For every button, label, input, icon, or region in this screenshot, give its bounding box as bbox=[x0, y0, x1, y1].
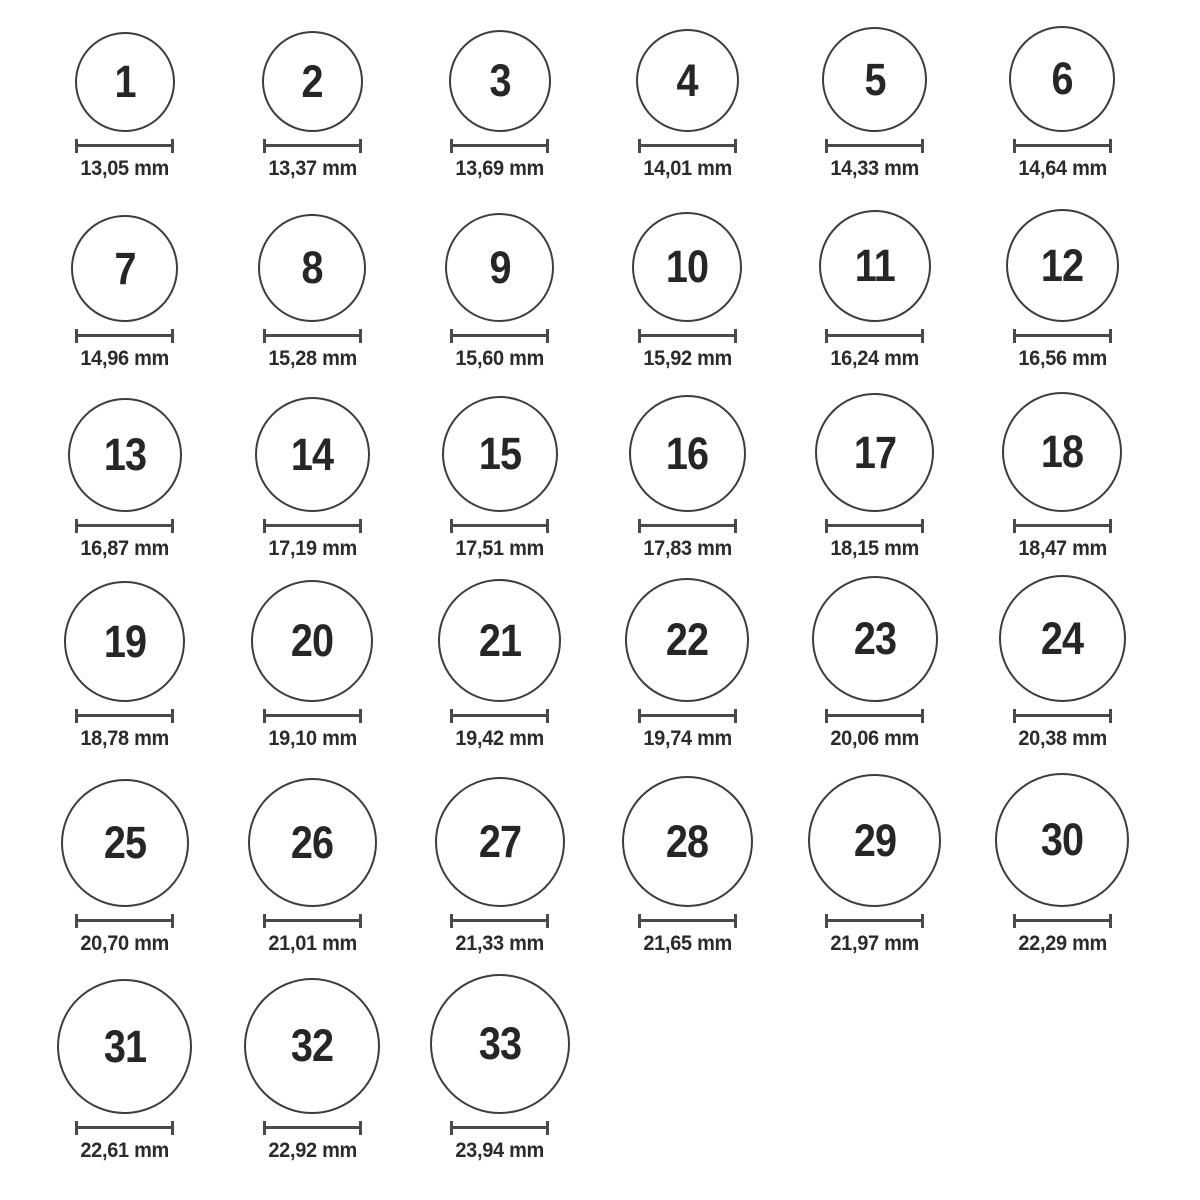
diameter-measure-line bbox=[75, 329, 174, 343]
measure-right-tick-icon bbox=[171, 709, 174, 723]
ring-size-item bbox=[406, 380, 594, 570]
diameter-label: 21,65 mm bbox=[642, 931, 732, 955]
measure-bar-icon bbox=[638, 144, 737, 147]
measure-bar-icon bbox=[263, 524, 362, 527]
ring-circle bbox=[815, 393, 934, 512]
diameter-label: 13,69 mm bbox=[455, 156, 545, 180]
measure-right-tick-icon bbox=[734, 519, 737, 533]
measure-right-tick-icon bbox=[734, 914, 737, 928]
diameter-measure-line bbox=[1013, 329, 1112, 343]
measure-bar-icon bbox=[263, 714, 362, 717]
diameter-label: 16,24 mm bbox=[830, 346, 920, 370]
ring-size-item bbox=[31, 760, 219, 965]
ring-size-item bbox=[406, 190, 594, 380]
ring-size-item bbox=[594, 190, 782, 380]
ring-size-item bbox=[781, 760, 969, 965]
diameter-measure-line bbox=[75, 519, 174, 533]
diameter-measure-line bbox=[75, 709, 174, 723]
ring-size-number: 26 bbox=[291, 816, 334, 868]
measure-bar-icon bbox=[75, 334, 174, 337]
measure-bar-icon bbox=[263, 919, 362, 922]
diameter-measure-line bbox=[825, 519, 924, 533]
diameter-measure-line bbox=[638, 519, 737, 533]
measure-right-tick-icon bbox=[546, 1121, 549, 1135]
measure-bar-icon bbox=[450, 334, 549, 337]
diameter-measure-line bbox=[75, 139, 174, 153]
ring-size-number: 16 bbox=[666, 427, 709, 479]
ring-size-item bbox=[781, 190, 969, 380]
diameter-label: 14,33 mm bbox=[830, 156, 920, 180]
ring-size-number: 2 bbox=[301, 55, 323, 107]
measure-bar-icon bbox=[825, 524, 924, 527]
measure-right-tick-icon bbox=[171, 914, 174, 928]
ring-circle bbox=[449, 30, 551, 132]
measure-right-tick-icon bbox=[921, 519, 924, 533]
ring-size-item bbox=[969, 380, 1157, 570]
diameter-measure-line bbox=[450, 1121, 549, 1135]
diameter-measure-line bbox=[450, 139, 549, 153]
ring-circle bbox=[625, 578, 749, 702]
diameter-measure-line bbox=[638, 139, 737, 153]
measure-right-tick-icon bbox=[546, 709, 549, 723]
ring-circle bbox=[445, 213, 554, 322]
diameter-label: 14,64 mm bbox=[1017, 156, 1107, 180]
diameter-measure-line bbox=[450, 914, 549, 928]
ring-size-number: 17 bbox=[853, 426, 896, 478]
ring-size-grid bbox=[31, 0, 1156, 1200]
ring-size-number: 13 bbox=[103, 429, 146, 481]
ring-circle bbox=[629, 395, 746, 512]
ring-size-number: 18 bbox=[1041, 426, 1084, 478]
ring-size-item bbox=[594, 570, 782, 760]
diameter-label: 15,92 mm bbox=[642, 346, 732, 370]
diameter-measure-line bbox=[263, 914, 362, 928]
ring-circle bbox=[430, 974, 570, 1114]
diameter-measure-line bbox=[450, 329, 549, 343]
diameter-measure-line bbox=[450, 519, 549, 533]
diameter-measure-line bbox=[263, 709, 362, 723]
diameter-label: 19,74 mm bbox=[642, 726, 732, 750]
ring-size-item bbox=[594, 380, 782, 570]
ring-size-item bbox=[219, 0, 407, 190]
measure-right-tick-icon bbox=[359, 329, 362, 343]
measure-bar-icon bbox=[75, 144, 174, 147]
measure-right-tick-icon bbox=[171, 1121, 174, 1135]
ring-size-item bbox=[219, 570, 407, 760]
ring-size-number: 14 bbox=[291, 428, 334, 480]
diameter-label: 13,05 mm bbox=[80, 156, 170, 180]
ring-size-item bbox=[31, 0, 219, 190]
ring-size-item bbox=[219, 190, 407, 380]
diameter-measure-line bbox=[638, 914, 737, 928]
diameter-label: 18,15 mm bbox=[830, 536, 920, 560]
diameter-measure-line bbox=[825, 709, 924, 723]
diameter-measure-line bbox=[263, 1121, 362, 1135]
measure-right-tick-icon bbox=[1109, 914, 1112, 928]
ring-size-number: 11 bbox=[854, 240, 895, 292]
diameter-measure-line bbox=[825, 139, 924, 153]
ring-circle bbox=[61, 779, 189, 907]
diameter-label: 16,56 mm bbox=[1017, 346, 1107, 370]
diameter-label: 17,19 mm bbox=[267, 536, 357, 560]
diameter-label: 13,37 mm bbox=[267, 156, 357, 180]
ring-size-item bbox=[781, 0, 969, 190]
ring-size-number: 27 bbox=[478, 816, 521, 868]
measure-right-tick-icon bbox=[546, 914, 549, 928]
diameter-label: 15,60 mm bbox=[455, 346, 545, 370]
ring-size-number: 8 bbox=[301, 242, 323, 294]
ring-circle bbox=[995, 773, 1129, 907]
measure-right-tick-icon bbox=[171, 139, 174, 153]
ring-size-number: 32 bbox=[291, 1020, 334, 1072]
ring-circle bbox=[442, 396, 558, 512]
measure-bar-icon bbox=[263, 144, 362, 147]
diameter-measure-line bbox=[450, 709, 549, 723]
measure-right-tick-icon bbox=[359, 914, 362, 928]
ring-size-item bbox=[594, 760, 782, 965]
diameter-measure-line bbox=[638, 329, 737, 343]
measure-bar-icon bbox=[638, 524, 737, 527]
measure-bar-icon bbox=[450, 524, 549, 527]
ring-size-item bbox=[969, 570, 1157, 760]
ring-circle bbox=[622, 776, 753, 907]
measure-bar-icon bbox=[1013, 144, 1112, 147]
measure-bar-icon bbox=[1013, 919, 1112, 922]
diameter-label: 19,10 mm bbox=[267, 726, 357, 750]
ring-circle bbox=[438, 579, 561, 702]
ring-size-item bbox=[406, 0, 594, 190]
measure-right-tick-icon bbox=[1109, 709, 1112, 723]
diameter-measure-line bbox=[1013, 914, 1112, 928]
ring-circle bbox=[57, 979, 192, 1114]
ring-size-number: 30 bbox=[1041, 814, 1084, 866]
diameter-measure-line bbox=[263, 329, 362, 343]
measure-bar-icon bbox=[263, 1126, 362, 1129]
measure-right-tick-icon bbox=[1109, 329, 1112, 343]
diameter-measure-line bbox=[75, 1121, 174, 1135]
ring-circle bbox=[255, 397, 370, 512]
diameter-label: 21,01 mm bbox=[267, 931, 357, 955]
ring-size-number: 33 bbox=[478, 1018, 521, 1070]
ring-size-number: 6 bbox=[1051, 53, 1073, 105]
ring-size-item bbox=[219, 965, 407, 1200]
ring-circle bbox=[819, 210, 931, 322]
measure-right-tick-icon bbox=[171, 519, 174, 533]
measure-bar-icon bbox=[825, 334, 924, 337]
measure-bar-icon bbox=[1013, 524, 1112, 527]
measure-bar-icon bbox=[825, 919, 924, 922]
diameter-label: 22,61 mm bbox=[80, 1138, 170, 1162]
measure-right-tick-icon bbox=[171, 329, 174, 343]
measure-bar-icon bbox=[825, 144, 924, 147]
measure-right-tick-icon bbox=[921, 709, 924, 723]
ring-size-number: 31 bbox=[103, 1020, 146, 1072]
measure-right-tick-icon bbox=[546, 519, 549, 533]
diameter-label: 14,96 mm bbox=[80, 346, 170, 370]
ring-circle bbox=[632, 212, 742, 322]
measure-bar-icon bbox=[263, 334, 362, 337]
diameter-measure-line bbox=[638, 709, 737, 723]
measure-bar-icon bbox=[450, 919, 549, 922]
measure-bar-icon bbox=[450, 714, 549, 717]
measure-bar-icon bbox=[75, 524, 174, 527]
diameter-label: 19,42 mm bbox=[455, 726, 545, 750]
ring-size-item bbox=[219, 760, 407, 965]
diameter-label: 15,28 mm bbox=[267, 346, 357, 370]
diameter-measure-line bbox=[75, 914, 174, 928]
ring-circle bbox=[262, 31, 363, 132]
measure-bar-icon bbox=[1013, 334, 1112, 337]
ring-size-number: 5 bbox=[864, 53, 886, 105]
measure-right-tick-icon bbox=[921, 329, 924, 343]
measure-right-tick-icon bbox=[546, 139, 549, 153]
measure-right-tick-icon bbox=[359, 519, 362, 533]
ring-size-number: 21 bbox=[478, 614, 521, 666]
measure-bar-icon bbox=[450, 144, 549, 147]
ring-circle bbox=[258, 214, 366, 322]
diameter-measure-line bbox=[1013, 709, 1112, 723]
ring-size-item bbox=[406, 760, 594, 965]
diameter-label: 22,29 mm bbox=[1017, 931, 1107, 955]
diameter-label: 21,97 mm bbox=[830, 931, 920, 955]
ring-circle bbox=[822, 27, 927, 132]
ring-size-item bbox=[219, 380, 407, 570]
measure-right-tick-icon bbox=[734, 329, 737, 343]
measure-bar-icon bbox=[1013, 714, 1112, 717]
ring-size-number: 3 bbox=[489, 55, 511, 107]
ring-size-item bbox=[969, 190, 1157, 380]
ring-size-item bbox=[31, 965, 219, 1200]
diameter-label: 18,78 mm bbox=[80, 726, 170, 750]
measure-right-tick-icon bbox=[546, 329, 549, 343]
ring-size-number: 22 bbox=[666, 614, 709, 666]
ring-size-item bbox=[406, 570, 594, 760]
measure-right-tick-icon bbox=[734, 139, 737, 153]
ring-size-item bbox=[406, 965, 594, 1200]
ring-circle bbox=[251, 580, 373, 702]
diameter-measure-line bbox=[825, 914, 924, 928]
ring-size-item bbox=[31, 570, 219, 760]
diameter-label: 20,38 mm bbox=[1017, 726, 1107, 750]
ring-size-item bbox=[781, 570, 969, 760]
diameter-label: 17,83 mm bbox=[642, 536, 732, 560]
diameter-measure-line bbox=[263, 139, 362, 153]
ring-size-number: 15 bbox=[478, 428, 521, 480]
diameter-label: 22,92 mm bbox=[267, 1138, 357, 1162]
ring-size-number: 12 bbox=[1041, 239, 1084, 291]
measure-bar-icon bbox=[75, 1126, 174, 1129]
diameter-label: 14,01 mm bbox=[642, 156, 732, 180]
ring-size-number: 9 bbox=[489, 241, 511, 293]
diameter-measure-line bbox=[825, 329, 924, 343]
ring-size-item bbox=[969, 760, 1157, 965]
diameter-label: 20,70 mm bbox=[80, 931, 170, 955]
ring-circle bbox=[999, 575, 1126, 702]
ring-size-number: 1 bbox=[114, 56, 136, 108]
diameter-measure-line bbox=[1013, 139, 1112, 153]
ring-size-number: 24 bbox=[1041, 612, 1084, 664]
ring-circle bbox=[248, 778, 377, 907]
ring-circle bbox=[75, 32, 175, 132]
measure-right-tick-icon bbox=[1109, 519, 1112, 533]
measure-bar-icon bbox=[638, 334, 737, 337]
ring-size-item bbox=[781, 380, 969, 570]
ring-circle bbox=[636, 29, 739, 132]
measure-right-tick-icon bbox=[359, 709, 362, 723]
ring-circle bbox=[68, 398, 182, 512]
measure-right-tick-icon bbox=[1109, 139, 1112, 153]
diameter-label: 17,51 mm bbox=[455, 536, 545, 560]
ring-circle bbox=[1009, 26, 1115, 132]
ring-size-item bbox=[31, 190, 219, 380]
diameter-label: 20,06 mm bbox=[830, 726, 920, 750]
measure-bar-icon bbox=[638, 714, 737, 717]
measure-right-tick-icon bbox=[359, 139, 362, 153]
measure-right-tick-icon bbox=[734, 709, 737, 723]
ring-circle bbox=[808, 774, 941, 907]
ring-size-item bbox=[31, 380, 219, 570]
ring-size-item bbox=[594, 0, 782, 190]
measure-right-tick-icon bbox=[921, 914, 924, 928]
measure-right-tick-icon bbox=[359, 1121, 362, 1135]
diameter-measure-line bbox=[1013, 519, 1112, 533]
measure-bar-icon bbox=[75, 919, 174, 922]
ring-size-number: 25 bbox=[103, 817, 146, 869]
ring-size-number: 7 bbox=[114, 242, 136, 294]
ring-circle bbox=[812, 576, 938, 702]
ring-circle bbox=[435, 777, 565, 907]
ring-size-number: 4 bbox=[676, 54, 698, 106]
diameter-label: 18,47 mm bbox=[1017, 536, 1107, 560]
measure-right-tick-icon bbox=[921, 139, 924, 153]
measure-bar-icon bbox=[75, 714, 174, 717]
measure-bar-icon bbox=[825, 714, 924, 717]
ring-size-number: 23 bbox=[853, 613, 896, 665]
ring-circle bbox=[1006, 209, 1119, 322]
ring-circle bbox=[1002, 392, 1122, 512]
ring-size-number: 19 bbox=[103, 615, 146, 667]
ring-size-number: 28 bbox=[666, 815, 709, 867]
ring-size-number: 20 bbox=[291, 615, 334, 667]
measure-bar-icon bbox=[450, 1126, 549, 1129]
measure-bar-icon bbox=[638, 919, 737, 922]
ring-size-item bbox=[969, 0, 1157, 190]
ring-circle bbox=[71, 215, 178, 322]
diameter-label: 23,94 mm bbox=[455, 1138, 545, 1162]
ring-circle bbox=[64, 581, 185, 702]
diameter-label: 21,33 mm bbox=[455, 931, 545, 955]
ring-size-number: 29 bbox=[853, 814, 896, 866]
diameter-measure-line bbox=[263, 519, 362, 533]
ring-circle bbox=[244, 978, 380, 1114]
diameter-label: 16,87 mm bbox=[80, 536, 170, 560]
ring-size-number: 10 bbox=[666, 241, 709, 293]
